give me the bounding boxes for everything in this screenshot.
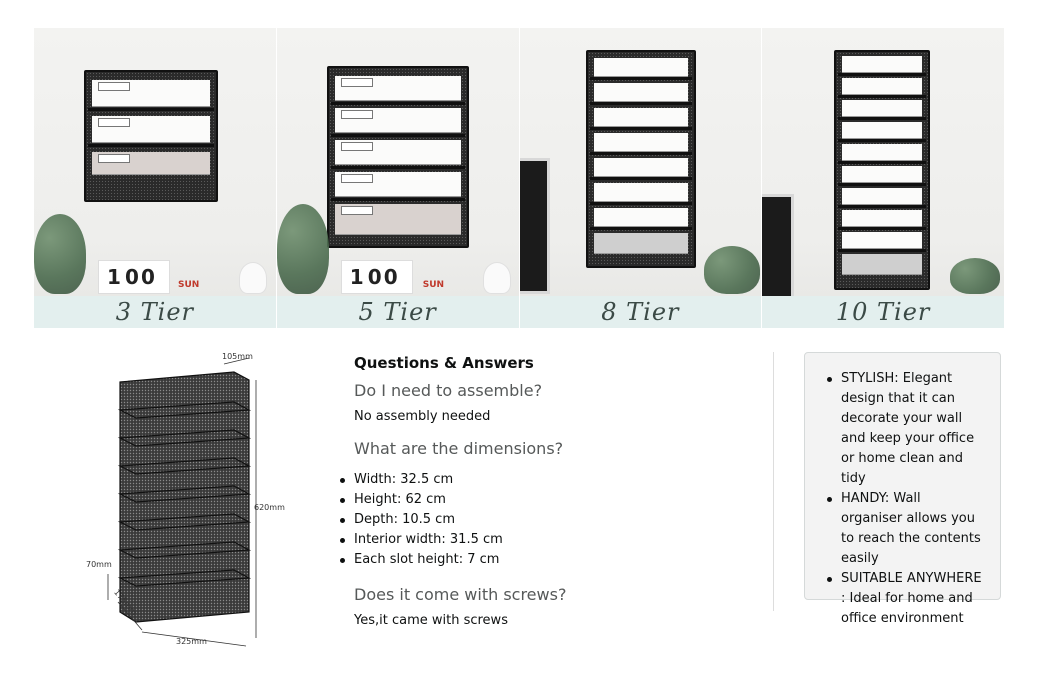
list-item: STYLISH: Elegant design that it can decorate your wall and keep your office or home clean and tidy [841,369,986,489]
features-list [805,353,1000,629]
height-dimension-label: 620mm [254,503,285,512]
monitor-decoration [761,194,794,300]
features-box [804,352,1001,626]
tier-label: 3 Tier [34,296,276,328]
product-variant-banner [34,28,1004,328]
qa-answer: No assembly needed [354,409,491,424]
qa-answer: Yes,it came with screws [354,613,508,628]
dimension-diagram [84,350,294,650]
plant-decoration [277,204,329,294]
organizer-dimension-drawing [84,350,294,650]
variant-panel-8-tier[interactable] [519,28,762,328]
column-divider [773,352,774,611]
desk-calendar: 1 0 0 [98,260,170,294]
list-item: Width: 32.5 cm [354,470,764,490]
desk-calendar: 1 0 0 [341,260,413,294]
list-item: Height: 62 cm [354,490,764,510]
list-item: Interior width: 31.5 cm [354,530,764,550]
organizer-10-tier-image [834,50,930,290]
list-item: Depth: 10.5 cm [354,510,764,530]
organizer-8-tier-image [586,50,696,268]
organizer-3-tier-image [84,70,218,202]
questions-and-answers [354,352,764,630]
variant-panel-5-tier[interactable] [276,28,519,328]
dimensions-list [354,470,764,570]
variant-panel-3-tier[interactable] [34,28,276,328]
monitor-decoration [519,158,550,294]
plant-decoration [950,258,1000,294]
calendar-badge: SUN [422,280,445,290]
list-item: Each slot height: 7 cm [354,550,764,570]
qa-question: What are the dimensions? [354,439,564,458]
plant-decoration [34,214,86,294]
calendar-badge: SUN [178,280,200,290]
qa-question: Do I need to assemble? [354,381,543,400]
unicorn-figurine [483,262,511,294]
variant-panel-10-tier[interactable] [761,28,1004,328]
organizer-5-tier-image [327,66,469,248]
list-item: SUITABLE ANYWHERE : Ideal for home and office environment [841,569,986,629]
tier-label: 10 Tier [762,296,1004,328]
plant-decoration [704,246,760,294]
qa-question: Does it come with screws? [354,585,567,604]
slot-height-dimension-label: 70mm [86,560,112,569]
qa-title: Questions & Answers [354,354,534,372]
width-dimension-label: 325mm [176,637,207,646]
depth-dimension-label: 105mm [222,352,253,361]
slot-depth-dimension-label: 175mm [112,587,139,618]
list-item: HANDY: Wall organiser allows you to reach the contents easily [841,489,986,569]
unicorn-figurine [239,262,267,294]
tier-label: 5 Tier [277,296,519,328]
tier-label: 8 Tier [520,296,762,328]
